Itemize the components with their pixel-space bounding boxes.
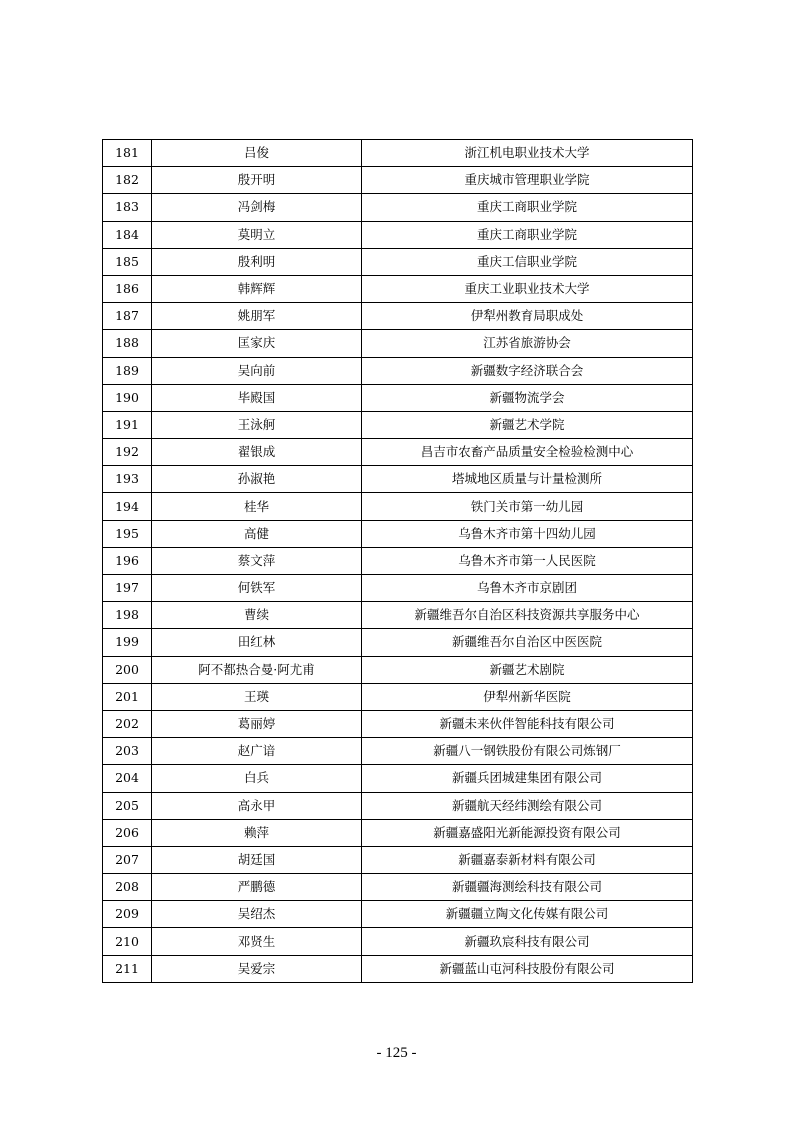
row-number-cell: 181 [103, 140, 152, 167]
page-number: - 125 - [376, 1045, 417, 1061]
table-row [103, 874, 693, 901]
roster-table-body [103, 140, 693, 983]
organization-cell: 重庆工业职业技术大学 [362, 275, 693, 302]
person-name-cell: 吕俊 [152, 140, 362, 167]
organization-cell: 新疆航天经纬测绘有限公司 [362, 792, 693, 819]
person-name-cell: 韩辉辉 [152, 275, 362, 302]
row-number-cell: 185 [103, 248, 152, 275]
organization-cell: 新疆物流学会 [362, 384, 693, 411]
person-name-cell: 冯剑梅 [152, 194, 362, 221]
person-name-cell: 曹续 [152, 602, 362, 629]
person-name-cell: 殷开明 [152, 167, 362, 194]
row-number-cell: 197 [103, 575, 152, 602]
row-number-cell: 189 [103, 357, 152, 384]
row-number-cell: 195 [103, 520, 152, 547]
organization-cell: 新疆艺术剧院 [362, 656, 693, 683]
person-name-cell: 殷利明 [152, 248, 362, 275]
person-name-cell: 莫明立 [152, 221, 362, 248]
person-name-cell: 赖萍 [152, 819, 362, 846]
organization-cell: 新疆嘉泰新材料有限公司 [362, 846, 693, 873]
organization-cell: 新疆维吾尔自治区中医医院 [362, 629, 693, 656]
table-row [103, 493, 693, 520]
table-row [103, 411, 693, 438]
row-number-cell: 192 [103, 439, 152, 466]
table-row [103, 248, 693, 275]
row-number-cell: 191 [103, 411, 152, 438]
table-row [103, 928, 693, 955]
row-number-cell: 183 [103, 194, 152, 221]
organization-cell: 新疆艺术学院 [362, 411, 693, 438]
organization-cell: 重庆工商职业学院 [362, 194, 693, 221]
person-name-cell: 葛丽婷 [152, 710, 362, 737]
person-name-cell: 高永甲 [152, 792, 362, 819]
organization-cell: 新疆未来伙伴智能科技有限公司 [362, 710, 693, 737]
person-name-cell: 吴爱宗 [152, 955, 362, 982]
table-row [103, 765, 693, 792]
row-number-cell: 182 [103, 167, 152, 194]
table-row [103, 629, 693, 656]
table-row [103, 194, 693, 221]
table-row [103, 303, 693, 330]
person-name-cell: 蔡文萍 [152, 547, 362, 574]
table-row [103, 819, 693, 846]
table-row [103, 357, 693, 384]
person-name-cell: 邓贤生 [152, 928, 362, 955]
table-row [103, 602, 693, 629]
table-row [103, 275, 693, 302]
row-number-cell: 201 [103, 683, 152, 710]
table-row [103, 738, 693, 765]
row-number-cell: 205 [103, 792, 152, 819]
row-number-cell: 190 [103, 384, 152, 411]
organization-cell: 新疆疆海测绘科技有限公司 [362, 874, 693, 901]
row-number-cell: 184 [103, 221, 152, 248]
organization-cell: 新疆蓝山屯河科技股份有限公司 [362, 955, 693, 982]
table-row [103, 901, 693, 928]
organization-cell: 江苏省旅游协会 [362, 330, 693, 357]
table-row [103, 330, 693, 357]
row-number-cell: 207 [103, 846, 152, 873]
organization-cell: 新疆维吾尔自治区科技资源共享服务中心 [362, 602, 693, 629]
person-name-cell: 高健 [152, 520, 362, 547]
table-row [103, 792, 693, 819]
table-row [103, 167, 693, 194]
row-number-cell: 199 [103, 629, 152, 656]
table-row [103, 439, 693, 466]
table-row [103, 683, 693, 710]
row-number-cell: 186 [103, 275, 152, 302]
table-row [103, 466, 693, 493]
organization-cell: 新疆疆立陶文化传媒有限公司 [362, 901, 693, 928]
person-name-cell: 赵广谙 [152, 738, 362, 765]
organization-cell: 铁门关市第一幼儿园 [362, 493, 693, 520]
row-number-cell: 196 [103, 547, 152, 574]
organization-cell: 新疆数字经济联合会 [362, 357, 693, 384]
organization-cell: 伊犁州教育局职成处 [362, 303, 693, 330]
table-row [103, 221, 693, 248]
row-number-cell: 198 [103, 602, 152, 629]
person-name-cell: 毕殿国 [152, 384, 362, 411]
person-name-cell: 姚朋军 [152, 303, 362, 330]
organization-cell: 重庆工商职业学院 [362, 221, 693, 248]
organization-cell: 乌鲁木齐市第十四幼儿园 [362, 520, 693, 547]
table-row [103, 575, 693, 602]
organization-cell: 新疆八一钢铁股份有限公司炼钢厂 [362, 738, 693, 765]
organization-cell: 浙江机电职业技术大学 [362, 140, 693, 167]
table-row [103, 955, 693, 982]
organization-cell: 昌吉市农畜产品质量安全检验检测中心 [362, 439, 693, 466]
row-number-cell: 202 [103, 710, 152, 737]
table-row [103, 846, 693, 873]
table-row [103, 384, 693, 411]
organization-cell: 新疆兵团城建集团有限公司 [362, 765, 693, 792]
person-name-cell: 严鹏德 [152, 874, 362, 901]
organization-cell: 乌鲁木齐市京剧团 [362, 575, 693, 602]
row-number-cell: 211 [103, 955, 152, 982]
organization-cell: 重庆工信职业学院 [362, 248, 693, 275]
row-number-cell: 203 [103, 738, 152, 765]
table-row [103, 547, 693, 574]
row-number-cell: 210 [103, 928, 152, 955]
row-number-cell: 194 [103, 493, 152, 520]
person-name-cell: 吴向前 [152, 357, 362, 384]
person-name-cell: 王瑛 [152, 683, 362, 710]
table-row [103, 710, 693, 737]
row-number-cell: 193 [103, 466, 152, 493]
organization-cell: 伊犁州新华医院 [362, 683, 693, 710]
person-name-cell: 匡家庆 [152, 330, 362, 357]
table-row [103, 140, 693, 167]
person-name-cell: 胡廷国 [152, 846, 362, 873]
organization-cell: 重庆城市管理职业学院 [362, 167, 693, 194]
person-name-cell: 阿不都热合曼·阿尤甫 [152, 656, 362, 683]
organization-cell: 塔城地区质量与计量检测所 [362, 466, 693, 493]
row-number-cell: 209 [103, 901, 152, 928]
person-name-cell: 吴绍杰 [152, 901, 362, 928]
person-name-cell: 何铁军 [152, 575, 362, 602]
row-number-cell: 206 [103, 819, 152, 846]
organization-cell: 新疆玖宸科技有限公司 [362, 928, 693, 955]
person-name-cell: 翟银成 [152, 439, 362, 466]
row-number-cell: 208 [103, 874, 152, 901]
person-name-cell: 孙淑艳 [152, 466, 362, 493]
row-number-cell: 188 [103, 330, 152, 357]
table-row [103, 656, 693, 683]
person-name-cell: 田红林 [152, 629, 362, 656]
organization-cell: 乌鲁木齐市第一人民医院 [362, 547, 693, 574]
organization-cell: 新疆嘉盛阳光新能源投资有限公司 [362, 819, 693, 846]
person-name-cell: 桂华 [152, 493, 362, 520]
table-row [103, 520, 693, 547]
roster-table [102, 139, 693, 983]
person-name-cell: 白兵 [152, 765, 362, 792]
row-number-cell: 200 [103, 656, 152, 683]
person-name-cell: 王泳舸 [152, 411, 362, 438]
row-number-cell: 204 [103, 765, 152, 792]
row-number-cell: 187 [103, 303, 152, 330]
